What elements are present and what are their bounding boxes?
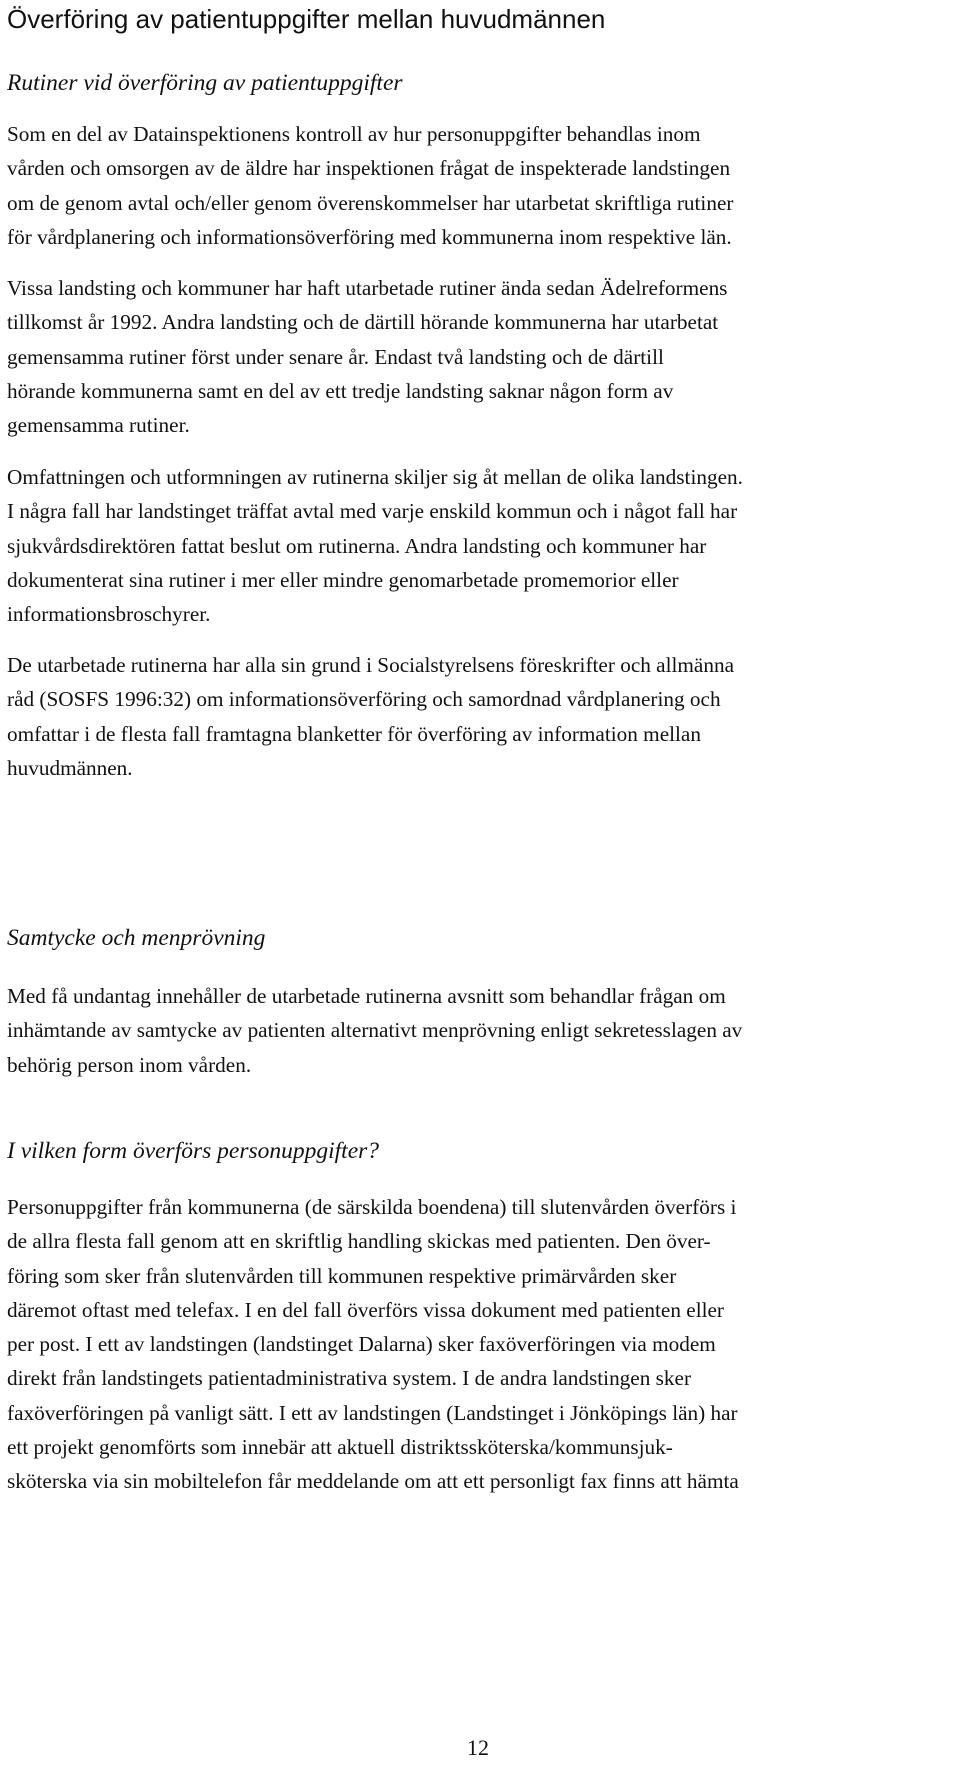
text-line: däremot oftast med telefax. I en del fall överförs vissa dokument med patienten eller — [7, 1297, 724, 1322]
text-line: Vissa landsting och kommuner har haft utarbetade rutiner ända sedan Ädelreformens — [7, 276, 728, 300]
text-line: gemensamma rutiner. — [7, 413, 190, 438]
document-title: Överföring av patientuppgifter mellan huvudmännen — [7, 4, 606, 34]
paragraph-2 — [7, 271, 955, 442]
text-line: per post. I ett av landstingen (landstinget Dalarna) sker faxöverföringen via modem — [7, 1332, 716, 1357]
text-line: inhämtande av samtycke av patienten alternativt menprövning enligt sekretesslagen av — [7, 1018, 743, 1043]
text-line: De utarbetade rutinerna har alla sin grund i Socialstyrelsens föreskrifter och allmänna — [7, 653, 735, 677]
text-line: sjukvårdsdirektören fattat beslut om rutinerna. Andra landsting och kommuner har — [7, 533, 707, 558]
text-line: för vårdplanering och informationsöverföring med kommunerna inom respektive län. — [7, 224, 732, 249]
text-line: behörig person inom vården. — [7, 1052, 252, 1077]
text-line: omfattar i de flesta fall framtagna blanketter för överföring av information mellan — [7, 721, 701, 746]
text-line: råd (SOSFS 1996:32) om informationsöverföring och samordnad vårdplanering och — [7, 687, 721, 712]
text-line: Som en del av Datainspektionens kontroll av hur personuppgifter behandlas inom — [7, 122, 701, 146]
paragraph-1 — [7, 117, 955, 254]
text-line: Omfattningen och utformningen av rutinerna skiljer sig åt mellan de olika landstingen. — [7, 465, 743, 489]
text-line: informationsbroschyrer. — [7, 602, 211, 627]
section-heading-form: I vilken form överförs personuppgifter? — [7, 1138, 380, 1164]
text-line: Med få undantag innehåller de utarbetade rutinerna avsnitt som behandlar frågan om — [7, 984, 726, 1008]
paragraph-6 — [7, 1190, 955, 1499]
text-line: dokumenterat sina rutiner i mer eller mindre genomarbetade promemorior eller — [7, 567, 679, 592]
text-line: sköterska via sin mobiltelefon får meddelande om att ett personligt fax finns att hämta — [7, 1469, 739, 1494]
text-line: faxöverföringen på vanligt sätt. I ett av landstingen (Landstinget i Jönköpings län) har — [7, 1400, 738, 1425]
paragraph-5 — [7, 979, 955, 1082]
section-heading-rutiner: Rutiner vid överföring av patientuppgifter — [7, 70, 403, 96]
page-number: 12 — [467, 1735, 489, 1760]
paragraph-3 — [7, 460, 955, 631]
text-line: ett projekt genomförts som innebär att aktuell distriktssköterska/kommunsjuk- — [7, 1435, 673, 1460]
text-line: Personuppgifter från kommunerna (de särskilda boendena) till slutenvården överförs i — [7, 1195, 737, 1219]
text-line: tillkomst år 1992. Andra landsting och de därtill hörande kommunerna har utarbetat — [7, 310, 719, 335]
section-heading-samtycke: Samtycke och menprövning — [7, 925, 266, 951]
text-line: gemensamma rutiner först under senare år. Endast två landsting och de därtill — [7, 344, 664, 369]
text-line: vården och omsorgen av de äldre har inspektionen frågat de inspekterade landstingen — [7, 156, 731, 181]
text-line: direkt från landstingets patientadministrativa system. I de andra landstingen sker — [7, 1366, 692, 1391]
text-line: om de genom avtal och/eller genom överenskommelser har utarbetat skriftliga rutiner — [7, 190, 734, 215]
text-line: hörande kommunerna samt en del av ett tredje landsting saknar någon form av — [7, 378, 674, 403]
text-line: huvudmännen. — [7, 755, 133, 780]
paragraph-4 — [7, 648, 955, 785]
text-line: de allra flesta fall genom att en skriftlig handling skickas med patienten. Den över- — [7, 1229, 711, 1254]
text-line: I några fall har landstinget träffat avtal med varje enskild kommun och i något fall har — [7, 499, 738, 524]
text-line: föring som sker från slutenvården till kommunen respektive primärvården sker — [7, 1263, 677, 1288]
